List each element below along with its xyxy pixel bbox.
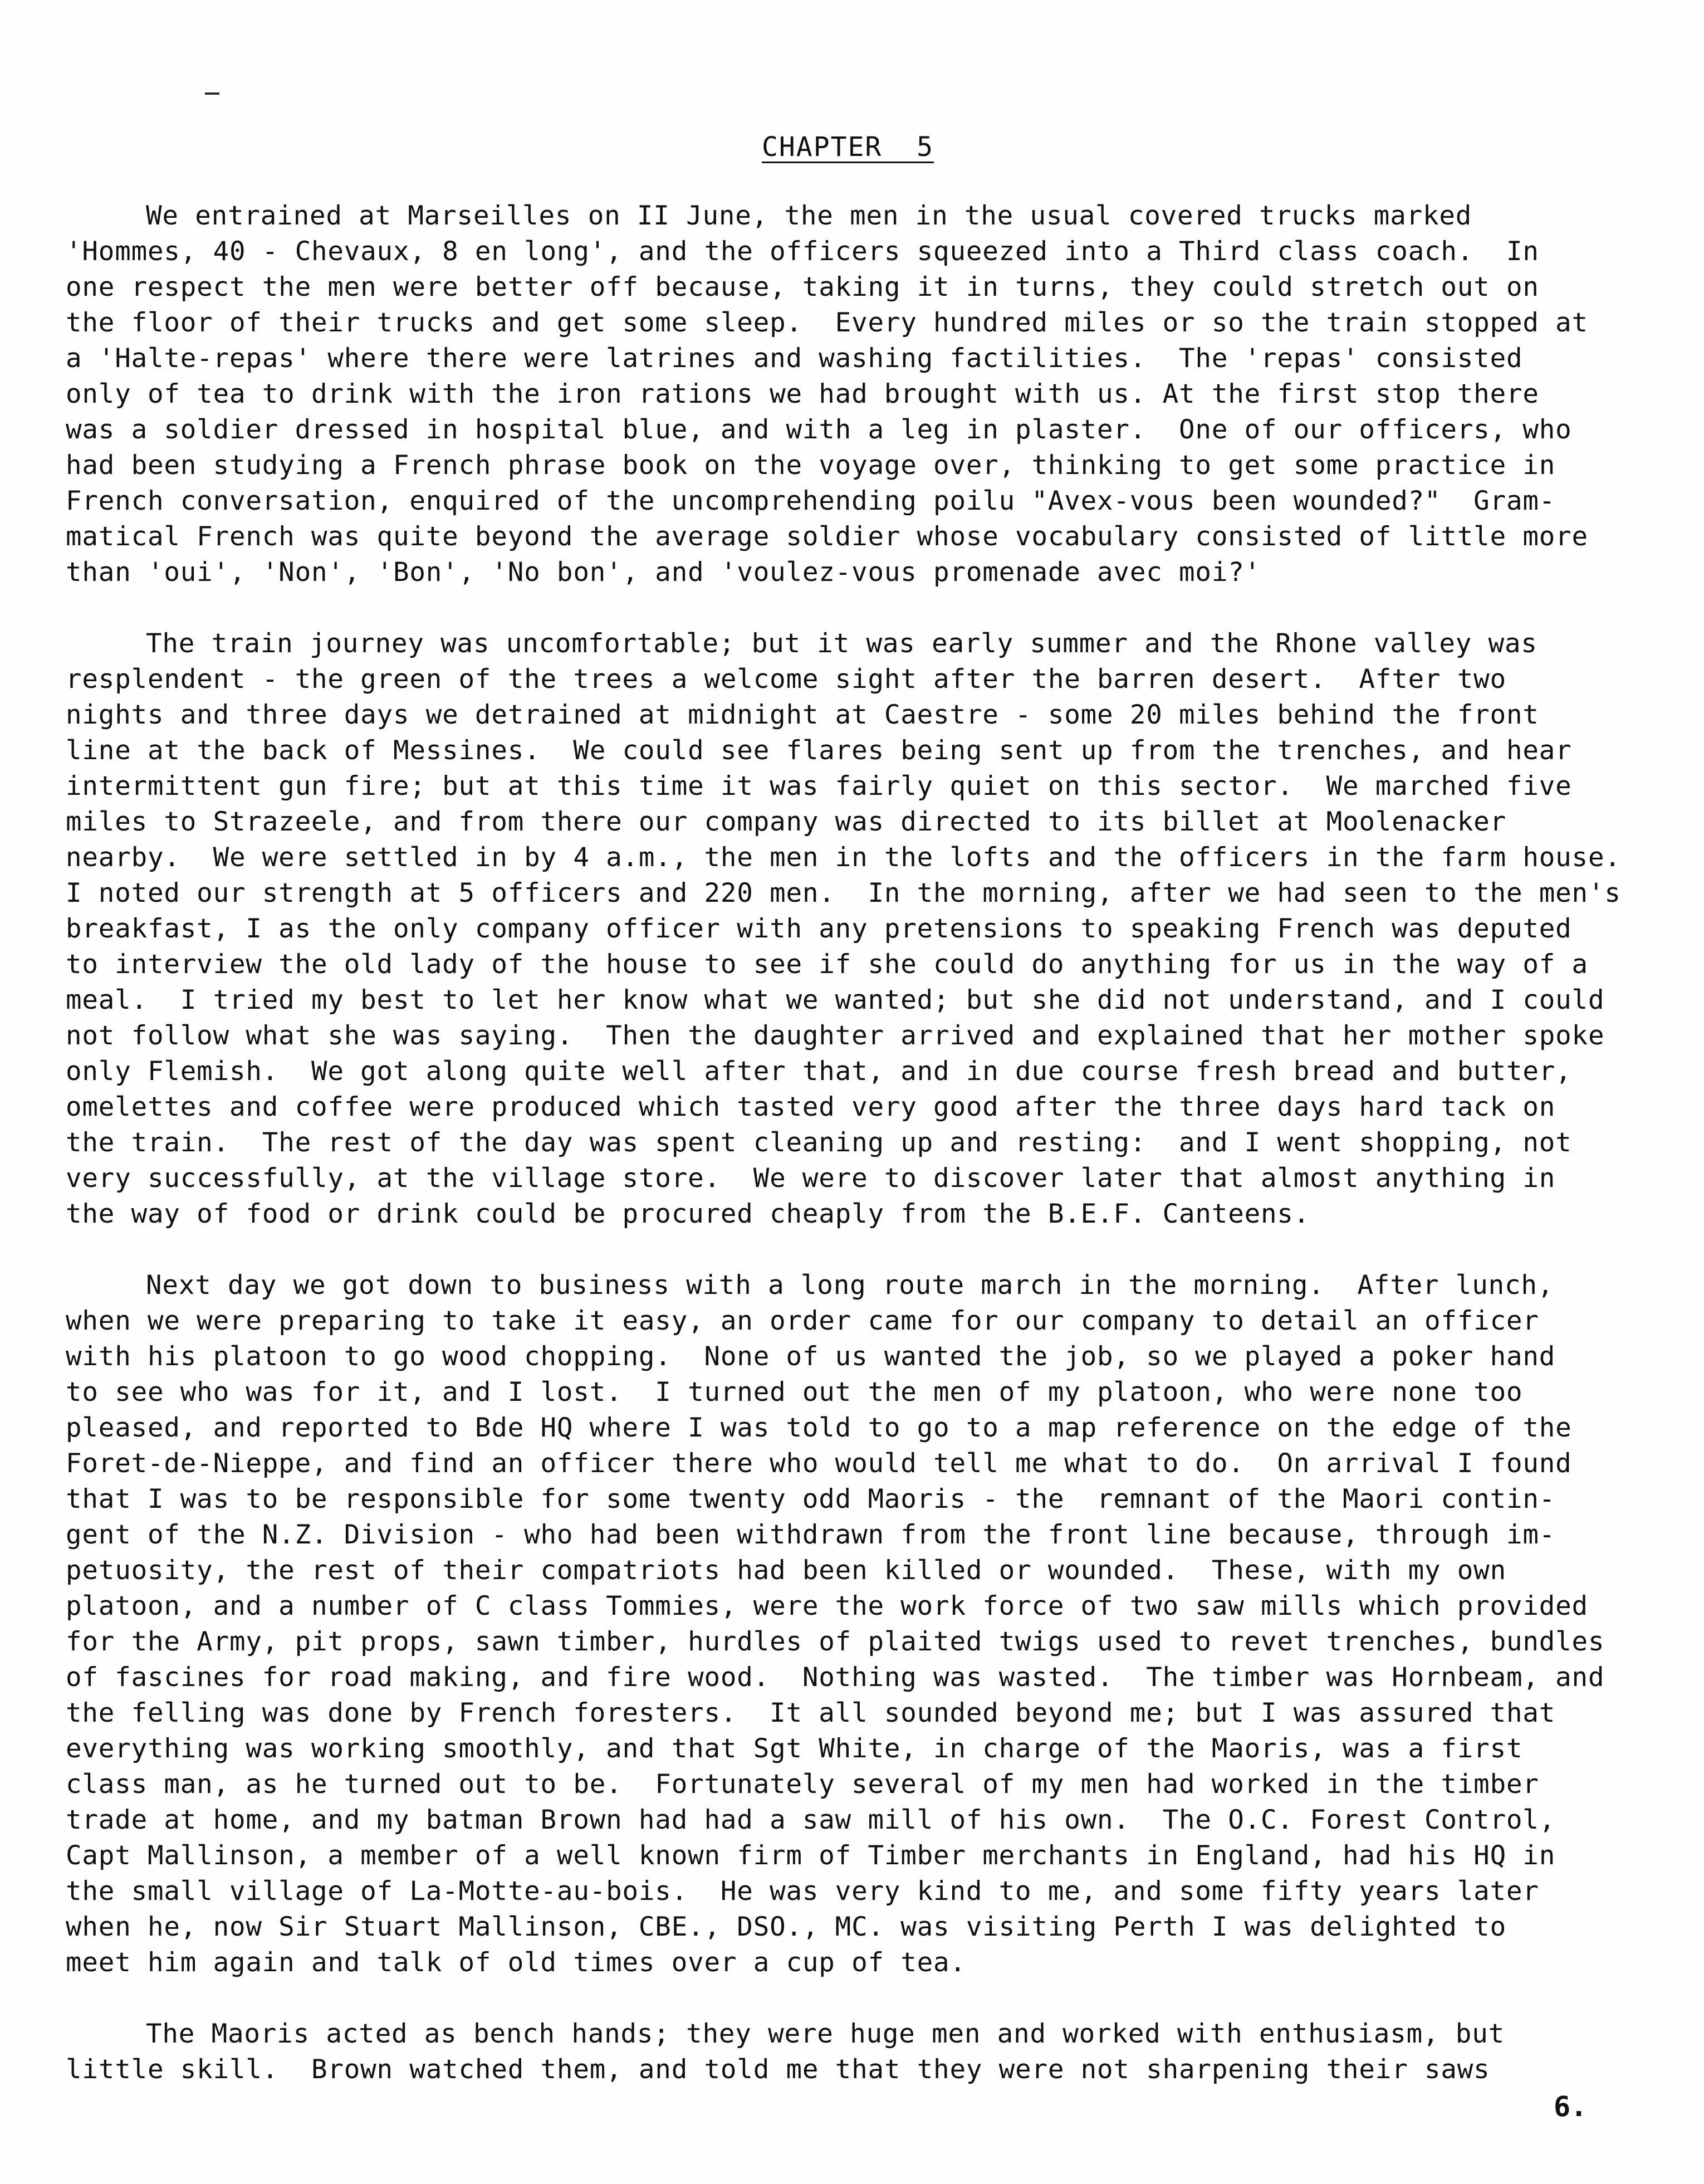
paragraph-3 — [66, 1268, 1658, 1981]
text-line: nights and three days we detrained at midnight at Caestre - some 20 miles behind the front — [66, 700, 1539, 730]
text-line: very successfully, at the village store. We were to discover later that almost anything in — [66, 1163, 1556, 1194]
page-number: 6. — [1554, 2090, 1588, 2123]
text-line: to interview the old lady of the house to see if she could do anything for us in the way of a — [66, 949, 1588, 980]
text-line: the felling was done by French foresters. It all sounded beyond me; but I was assured that — [66, 1698, 1556, 1728]
text-line: to see who was for it, and I lost. I turned out the men of my platoon, who were none too — [66, 1377, 1523, 1408]
text-line: Foret-de-Nieppe, and find an officer there who would tell me what to do. On arrival I found — [66, 1448, 1572, 1479]
stray-ink-mark — [205, 92, 219, 95]
text-line: the floor of their trucks and get some sleep. Every hundred miles or so the train stopped at — [66, 307, 1588, 338]
text-line: 'Hommes, 40 - Chevaux, 8 en long', and the officers squeezed into a Third class coach. In — [66, 236, 1539, 267]
text-line: Next day we got down to business with a long route march in the morning. After lunch, — [146, 1270, 1554, 1301]
text-line: gent of the N.Z. Division - who had been withdrawn from the front line because, through im- — [66, 1519, 1556, 1550]
text-line: the small village of La-Motte-au-bois. He was very kind to me, and some fifty years later — [66, 1876, 1539, 1907]
text-line: only of tea to drink with the iron rations we had brought with us. At the first stop there — [66, 379, 1539, 409]
text-line: than 'oui', 'Non', 'Bon', 'No bon', and 'voulez-vous promenade avec moi?' — [66, 557, 1261, 588]
text-line: line at the back of Messines. We could see flares being sent up from the trenches, and hear — [66, 735, 1572, 766]
text-line: petuosity, the rest of their compatriots had been killed or wounded. These, with my own — [66, 1555, 1506, 1586]
text-line: miles to Strazeele, and from there our company was directed to its billet at Moolenacker — [66, 807, 1506, 837]
text-line: that I was to be responsible for some twenty odd Maoris - the remnant of the Maori contin- — [66, 1484, 1556, 1514]
text-line: We entrained at Marseilles on II June, the men in the usual covered trucks marked — [146, 201, 1472, 231]
text-line: little skill. Brown watched them, and told me that they were not sharpening their saws — [66, 2054, 1490, 2085]
paragraph-1 — [66, 198, 1658, 590]
text-line: The train journey was uncomfortable; but it was early summer and the Rhone valley was — [146, 628, 1537, 659]
text-line: The Maoris acted as bench hands; they were huge men and worked with enthusiasm, but — [146, 2019, 1505, 2049]
text-line: only Flemish. We got along quite well after that, and in due course fresh bread and butter, — [66, 1056, 1572, 1087]
text-line: meal. I tried my best to let her know what we wanted; but she did not understand, and I could — [66, 985, 1605, 1015]
chapter-body — [66, 198, 1658, 2123]
text-line: platoon, and a number of C class Tommies, were the work force of two saw mills which provided — [66, 1591, 1588, 1621]
text-line: French conversation, enquired of the uncomprehending poilu "Avex-vous been wounded?" Gram- — [66, 486, 1556, 516]
text-line: was a soldier dressed in hospital blue, and with a leg in plaster. One of our officers, who — [66, 414, 1572, 445]
text-line: matical French was quite beyond the average soldier whose vocabulary consisted of little more — [66, 521, 1588, 552]
text-line: resplendent - the green of the trees a welcome sight after the barren desert. After two — [66, 664, 1506, 695]
chapter-title: CHAPTER 5 — [762, 131, 934, 163]
text-line: when we were preparing to take it easy, an order came for our company to detail an officer — [66, 1306, 1539, 1336]
text-line: the way of food or drink could be procured cheaply from the B.E.F. Canteens. — [66, 1199, 1310, 1229]
text-line: I noted our strength at 5 officers and 220 men. In the morning, after we had seen to the men's — [66, 878, 1621, 908]
text-line: for the Army, pit props, sawn timber, hurdles of plaited twigs used to revet trenches, bundles — [66, 1626, 1605, 1657]
text-line: breakfast, I as the only company officer with any pretensions to speaking French was deputed — [66, 913, 1572, 944]
text-line: omelettes and coffee were produced which tasted very good after the three days hard tack on — [66, 1092, 1556, 1122]
text-line: had been studying a French phrase book on the voyage over, thinking to get some practice in — [66, 450, 1556, 481]
text-line: nearby. We were settled in by 4 a.m., the men in the lofts and the officers in the farm house. — [66, 842, 1621, 873]
text-line: meet him again and talk of old times over a cup of tea. — [66, 1947, 966, 1978]
text-line: not follow what she was saying. Then the daughter arrived and explained that her mother spoke — [66, 1020, 1605, 1051]
text-line: the train. The rest of the day was spent cleaning up and resting: and I went shopping, not — [66, 1127, 1572, 1158]
text-line: Capt Mallinson, a member of a well known firm of Timber merchants in England, had his HQ in — [66, 1840, 1556, 1871]
paragraph-2 — [66, 626, 1658, 1232]
text-line: a 'Halte-repas' where there were latrines and washing factilities. The 'repas' consisted — [66, 343, 1523, 374]
text-line: with his platoon to go wood chopping. None of us wanted the job, so we played a poker hand — [66, 1341, 1556, 1372]
text-line: intermittent gun fire; but at this time it was fairly quiet on this sector. We marched five — [66, 771, 1572, 802]
text-line: one respect the men were better off because, taking it in turns, they could stretch out on — [66, 272, 1539, 302]
paragraph-4 — [66, 2016, 1658, 2088]
text-line: pleased, and reported to Bde HQ where I was told to go to a map reference on the edge of the — [66, 1413, 1572, 1443]
text-line: everything was working smoothly, and that Sgt White, in charge of the Maoris, was a first — [66, 1733, 1523, 1764]
text-line: class man, as he turned out to be. Fortunately several of my men had worked in the timber — [66, 1769, 1539, 1800]
text-line: when he, now Sir Stuart Mallinson, CBE., DSO., MC. was visiting Perth I was delighted to — [66, 1912, 1506, 1942]
text-line: of fascines for road making, and fire wood. Nothing was wasted. The timber was Hornbeam, and — [66, 1662, 1605, 1693]
text-line: trade at home, and my batman Brown had had a saw mill of his own. The O.C. Forest Control, — [66, 1805, 1556, 1835]
